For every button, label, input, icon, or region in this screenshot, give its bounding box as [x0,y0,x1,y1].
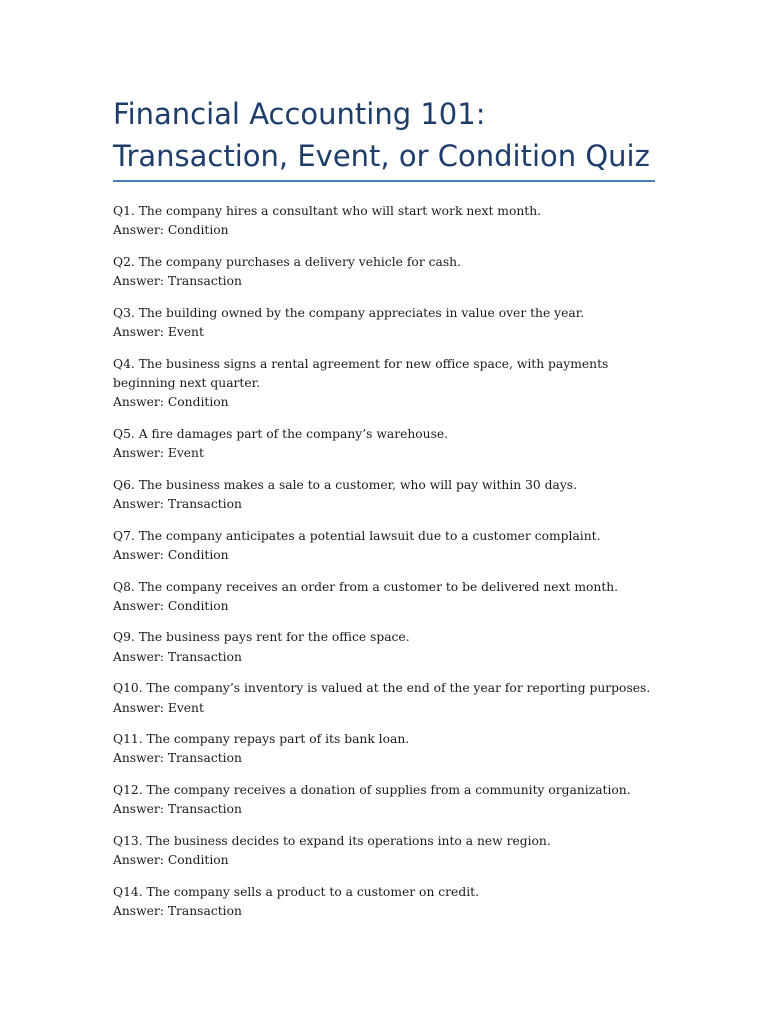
qa-item-14 [113,883,655,921]
question-text: Q4. The business signs a rental agreement for new office space, with payments beginning next quarter. [113,356,609,390]
answer-text: Answer: Transaction [113,904,242,919]
question-text: Q7. The company anticipates a potential lawsuit due to a customer complaint. [113,528,601,543]
qa-item-5 [113,425,655,463]
question-text: Q11. The company repays part of its bank loan. [113,732,410,747]
qa-item-4 [113,355,655,413]
answer-text: Answer: Condition [113,395,229,410]
title-underline [113,180,655,182]
qa-item-3 [113,304,655,342]
qa-item-7 [113,527,655,565]
answer-text: Answer: Transaction [113,649,242,664]
answer-text: Answer: Transaction [113,274,242,289]
answer-text: Answer: Event [113,325,204,340]
document-page [113,93,655,934]
question-text: Q1. The company hires a consultant who will start work next month. [113,204,542,218]
answer-text: Answer: Condition [113,598,229,613]
question-text: Q3. The building owned by the company appreciates in value over the year. [113,305,585,320]
answer-text: Answer: Event [113,446,204,461]
question-text: Q5. A fire damages part of the company’s warehouse. [113,426,449,441]
question-text: Q13. The business decides to expand its operations into a new region. [113,834,551,849]
question-text: Q8. The company receives an order from a customer to be delivered next month. [113,579,619,594]
qa-item-6 [113,476,655,514]
question-text: Q2. The company purchases a delivery vehicle for cash. [113,254,461,269]
answer-text: Answer: Event [113,700,204,715]
answer-text: Answer: Transaction [113,751,242,766]
qa-item-2 [113,253,655,291]
answer-text: Answer: Condition [113,853,229,868]
qa-item-13 [113,832,655,870]
qa-item-8 [113,578,655,616]
question-text: Q12. The company receives a donation of supplies from a community organization. [113,783,631,798]
question-text: Q6. The business makes a sale to a customer, who will pay within 30 days. [113,477,578,492]
qa-item-11 [113,730,655,768]
qa-item-9 [113,628,655,666]
question-text: Q14. The company sells a product to a customer on credit. [113,884,479,899]
question-text: Q10. The company’s inventory is valued at the end of the year for reporting purposes. [113,681,651,696]
qa-item-10 [113,679,655,717]
answer-text: Answer: Transaction [113,496,242,511]
answer-text: Answer: Condition [113,223,229,238]
answer-text: Answer: Condition [113,547,229,562]
qa-item-12 [113,781,655,819]
answer-text: Answer: Transaction [113,802,242,817]
qa-item-1 [113,202,655,240]
question-text: Q9. The business pays rent for the office space. [113,630,410,645]
document-title: Financial Accounting 101: Transaction, Event, or Condition Quiz [113,97,650,173]
